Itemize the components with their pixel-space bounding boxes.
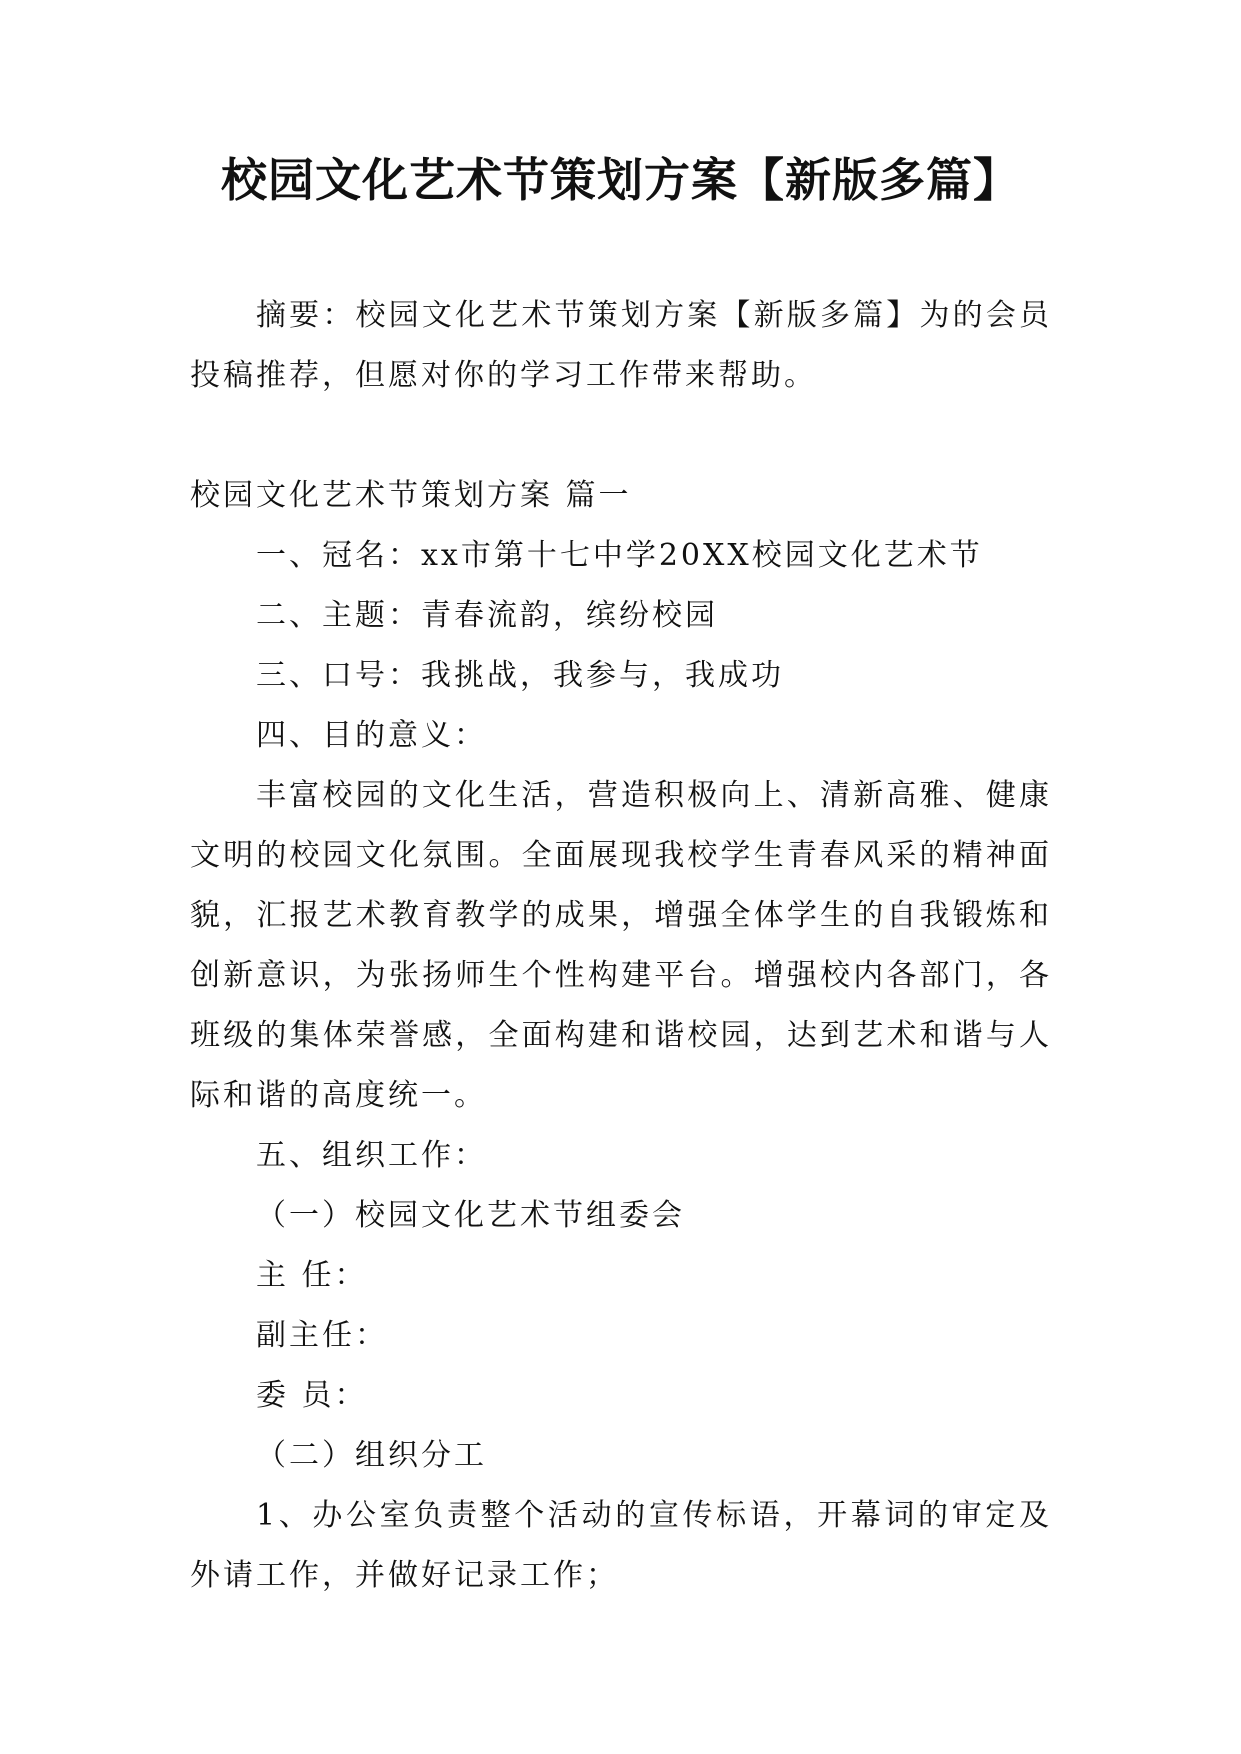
- committee-director: 主 任：: [256, 1258, 368, 1293]
- section-heading: 校园文化艺术节策划方案 篇一: [190, 478, 632, 513]
- committee-members: 委 员：: [256, 1378, 368, 1413]
- document-title: 校园文化艺术节策划方案【新版多篇】: [221, 153, 1020, 207]
- abstract-paragraph: 摘要：校园文化艺术节策划方案【新版多篇】为的会员投稿推荐，但愿对你的学习工作带来帮助。: [190, 298, 1052, 393]
- committee-vice-director: 副主任：: [256, 1318, 388, 1353]
- subsection-division: （二）组织分工: [256, 1438, 487, 1473]
- purpose-paragraph: 丰富校园的文化生活，营造积极向上、清新高雅、健康文明的校园文化氛围。全面展现我校学生青春风采的精神面貌，汇报艺术教育教学的成果，增强全体学生的自我锻炼和创新意识，为张扬师生个性构建平台。增强校内各部门，各班级的集体荣誉感，全面构建和谐校园，达到艺术和谐与人际和谐的高度统一。: [190, 778, 1052, 1113]
- duty-paragraph: 1、办公室负责整个活动的宣传标语，开幕词的审定及外请工作，并做好记录工作；: [190, 1498, 1052, 1593]
- item-theme: 二、主题：青春流韵，缤纷校园: [256, 598, 718, 633]
- item-purpose: 四、目的意义：: [256, 718, 487, 753]
- item-slogan: 三、口号：我挑战，我参与，我成功: [256, 658, 784, 693]
- item-name: 一、冠名：xx市第十七中学20XX校园文化艺术节: [256, 538, 983, 573]
- document-body: [190, 286, 1052, 1606]
- subsection-committee: （一）校园文化艺术节组委会: [256, 1198, 685, 1233]
- item-organization: 五、组织工作：: [256, 1138, 487, 1173]
